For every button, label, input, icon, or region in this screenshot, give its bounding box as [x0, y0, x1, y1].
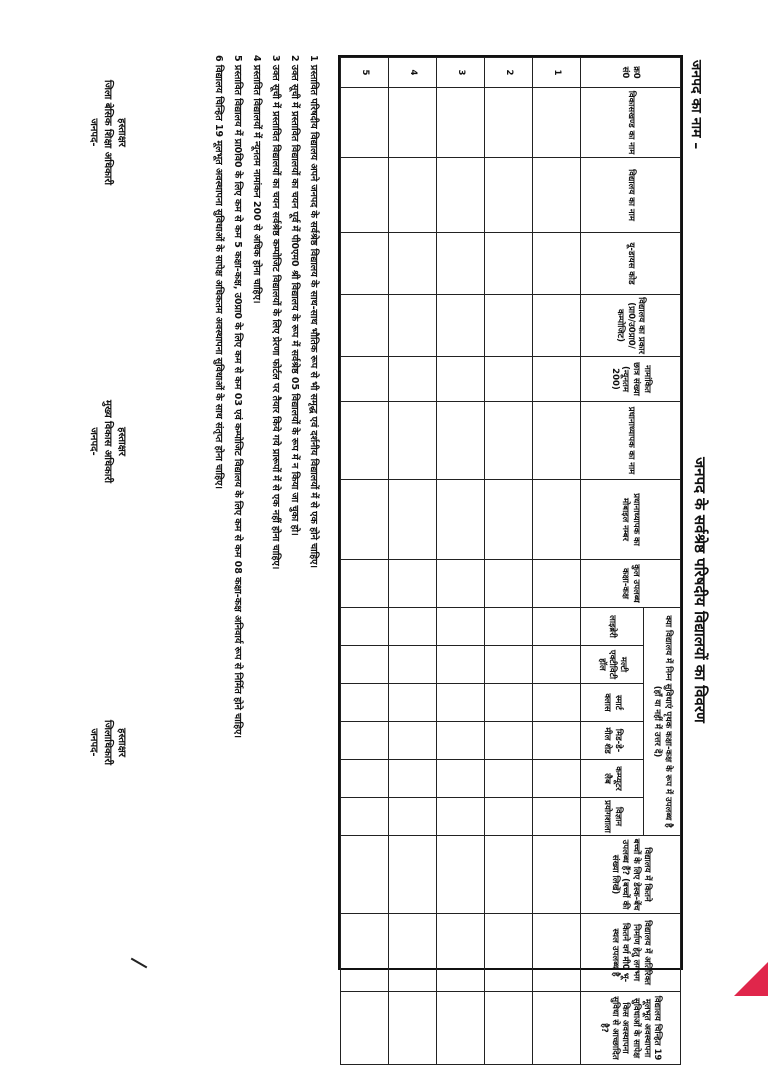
instruction-item: 1 प्रस्तावित परिषदीय विद्यालय अपने जनपद के सर्वश्रेष्ठ विद्यालय के साथ-साथ भौतिक रूप से भी समृद्ध एवं दर्शनीय विद्यालयों में से एक होने चाहिए। [308, 55, 319, 569]
district-label: जनपद का नाम – [688, 60, 704, 150]
corner-marker [734, 962, 768, 996]
instruction-item: 6 विद्यालय चिन्हित 19 मूलभूत अवस्थापना सुविधाओं के सापेक्ष अधिकतम अवस्थापना सुविधाओं के साथ संतृप्त होना चाहिए। [213, 55, 224, 489]
table-row [389, 58, 437, 1065]
col-enrollment: नामांकित छात्र संख्या (न्यूनतम 200) [581, 357, 681, 402]
col-block-name: विकासखण्ड का नाम [581, 88, 681, 158]
col-school-name: विद्यालय का नाम [581, 158, 681, 233]
col-school-type: विद्यालय का प्रकार (प्रा0/उ0प्रा0/कम्पोजिट) [581, 295, 681, 357]
row-number: 3 [437, 58, 485, 88]
instruction-item: 3 उक्त सूची में प्रस्तावित विद्यालयों का चयन सर्वश्रेष्ठ कम्पोजिट विद्यालयों के लिए प्रेरणा फोर्टल पर तैयार किये गये प्रारूपों में से एक नहीं होना चाहिए। [270, 55, 281, 570]
row-number: 5 [341, 58, 389, 88]
subcol-science-lab: विज्ञान प्रयोगशाला [581, 798, 644, 836]
row-number: 4 [389, 58, 437, 88]
col-infrastructure: विद्यालय चिन्हित 19 मूलभूत अवस्थापना सुविधाओं के सापेक्ष किस अवस्थापना सुविधा से आच्छादित है? [581, 992, 681, 1065]
subcol-computer-lab: कम्प्यूटर लैब [581, 760, 644, 798]
col-udise-code: यू-डायस कोड [581, 233, 681, 295]
subcol-smart-class: स्मार्ट क्लास [581, 684, 644, 722]
row-number: 1 [533, 58, 581, 88]
signature-dm: हस्ताक्षर जिलाधिकारी जनपद- [88, 720, 127, 766]
form-title: जनपद के सर्वश्रेष्ठ परिषदीय विद्यालयों का विवरण [691, 457, 709, 723]
table-row [341, 58, 389, 1065]
instruction-item: 5 प्रस्तावित विद्यालय में प्रा0वि0 के लिए कम से कम 5 कक्षा-कक्ष, उ0प्रा0 के लिए कम से कम 03 एवं कम्पोजिट विद्यालय के लिए कम से कम 08 कक्षा-कक्ष अनिवार्य रूप से निर्मित होने चाहिए। [232, 55, 243, 739]
col-total-classrooms: कुल उपलब्ध कक्षा-कक्ष [581, 560, 681, 608]
subcol-library: लाइब्रेरी [581, 608, 644, 646]
table-row [533, 58, 581, 1065]
signature-cdo: हस्ताक्षर मुख्य विकास अधिकारी जनपद- [88, 400, 127, 484]
instruction-item: 4 प्रस्तावित विद्यालयों में न्यूनतम नामांकन 200 से अधिक होना चाहिए। [251, 55, 262, 304]
col-serial: क्र0 सं0 [581, 58, 681, 88]
col-desk-bench: विद्यालय में कितने बच्चों के लिए डेस्क-बेंच उपलब्ध हैं? (बच्चों की संख्या लिखें) [581, 836, 681, 914]
col-principal-name: प्रधानाध्यापक का नाम [581, 402, 681, 480]
col-facilities-group: क्या विद्यालय में निम्न सुविधाएं पृथक कक्षा-कक्ष के रूप में उपलब्ध है (हाँ या नहीं में उत्तर दें) [644, 608, 681, 836]
table-row [485, 58, 533, 1065]
col-principal-mobile: प्रधानाध्यापक का मोबाइल नम्बर [581, 480, 681, 560]
instructions-list [209, 55, 323, 935]
instruction-item: 2 उक्त सूची में प्रस्तावित विद्यालयों का चयन पूर्व में पी0एम0 श्री विद्यालय के रूप में सर्वश्रेष्ठ 05 विद्यालयों के रूप में न किया जा चुका हो। [289, 55, 300, 536]
row-number: 2 [485, 58, 533, 88]
signature-bsa: हस्ताक्षर जिला बेसिक शिक्षा अधिकारी जनपद- [88, 80, 127, 186]
schools-table [338, 55, 683, 1061]
table-row [437, 58, 485, 1065]
subcol-multi-activity-hall: मल्टी एक्टीविटी हॉल [581, 646, 644, 684]
subcol-mid-day-meal-shed: मिड-डे-मील शेड [581, 722, 644, 760]
col-land-area: विद्यालय में अतिरिक्त निर्माण हेतु लगभग कितने वर्ग मी0 भू-स्थल उपलब्ध है [581, 914, 681, 992]
